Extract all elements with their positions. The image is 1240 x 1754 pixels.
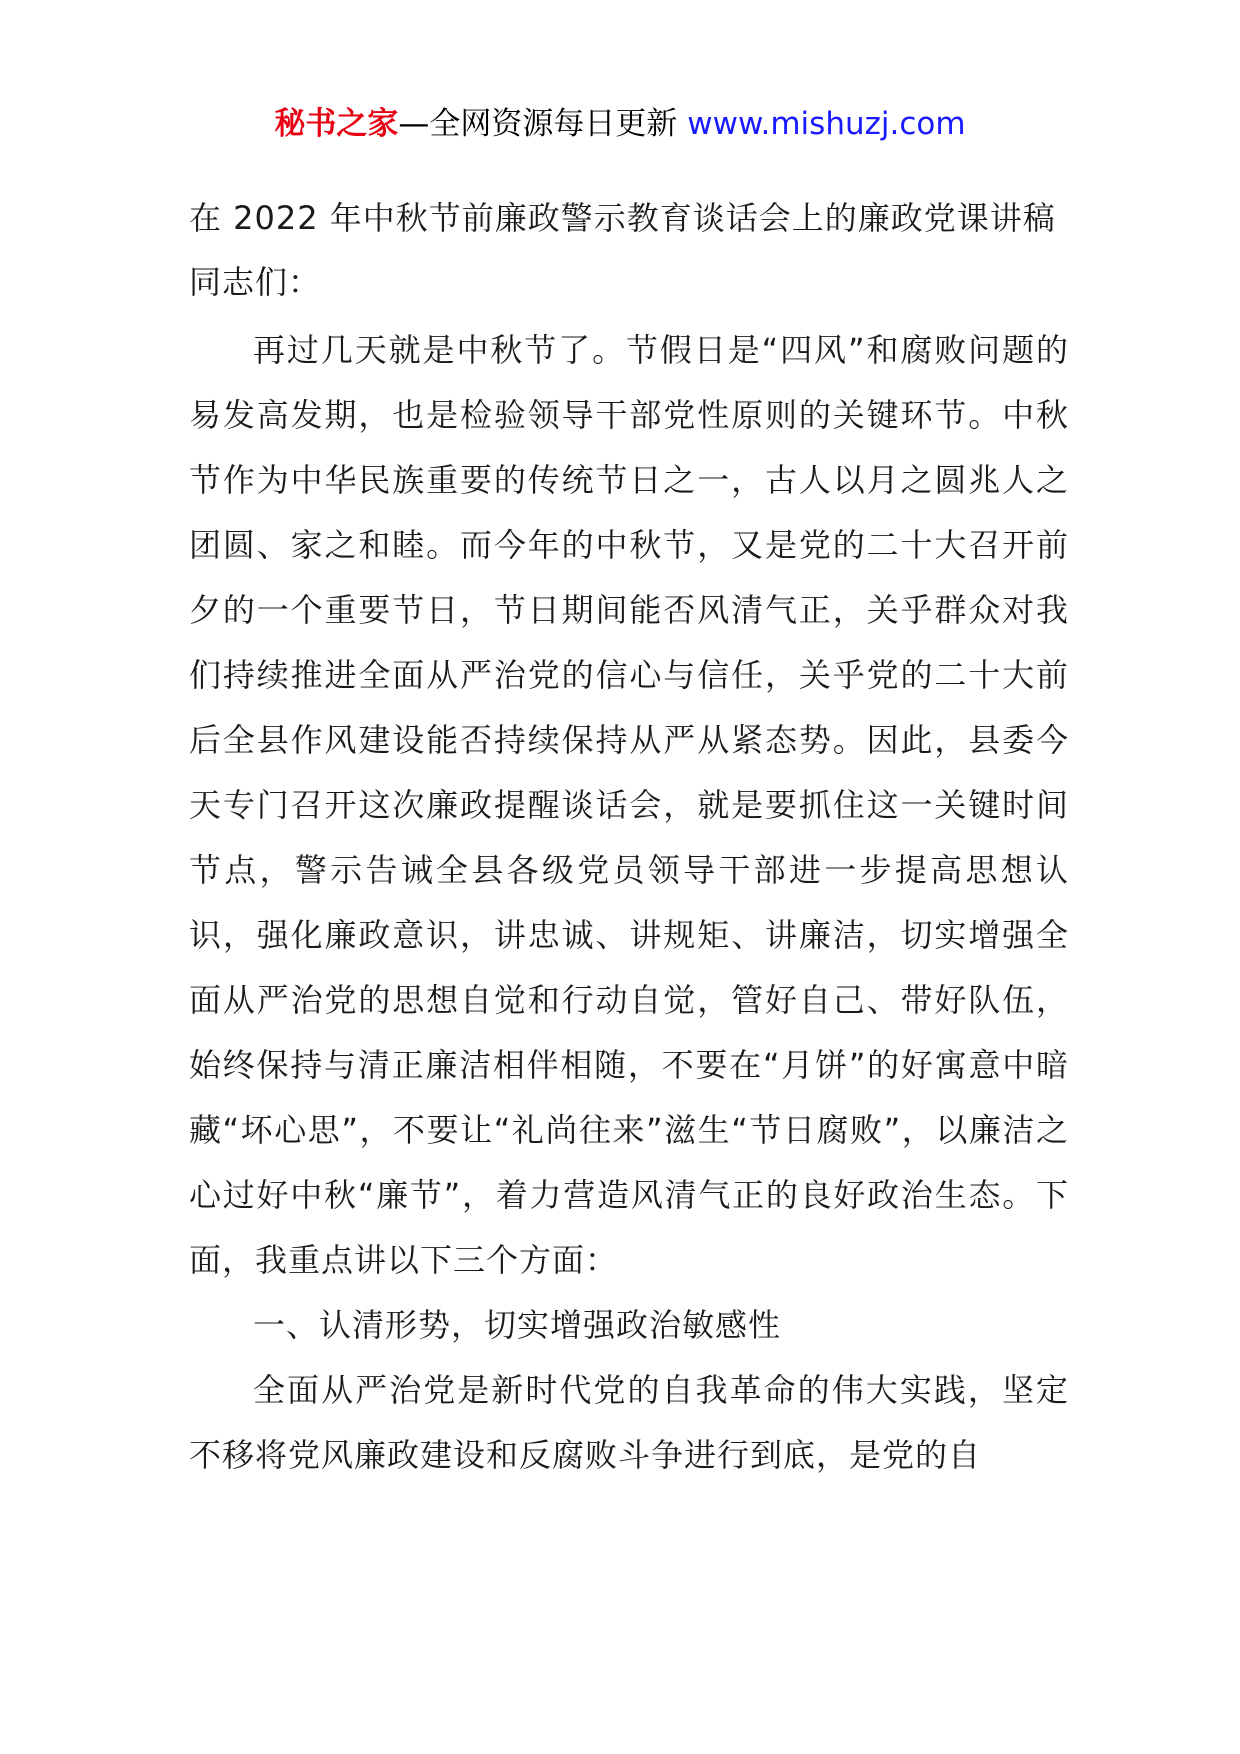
header-tagline: —全网资源每日更新 [398,106,678,142]
body-paragraph: 全面从严治党是新时代党的自我革命的伟大实践，坚定不移将党风廉政建设和反腐败斗争进行到底，是党的自 [189,1371,1069,1474]
document-body [189,196,1069,1488]
section-heading: 一、认清形势，切实增强政治敏感性 [253,1306,782,1344]
body-paragraph: 再过几天就是中秋节了。节假日是“四风”和腐败问题的易发高发期，也是检验领导干部党性原则的关键环节。中秋节作为中华民族重要的传统节日之一，古人以月之圆兆人之团圆、家之和睦。而今年的中秋节，又是党的二十大召开前夕的一个重要节日，节日期间能否风清气正，关乎群众对我们持续推进全面从严治党的信心与信任，关乎党的二十大前后全县作风建设能否持续保持从严从紧态势。因此，县委今天专门召开这次廉政提醒谈话会，就是要抓住这一关键时间节点，警示告诫全县各级党员领导干部进一步提高思想认识，强化廉政意识，讲忠诚、讲规矩、讲廉洁，切实增强全面从严治党的思想自觉和行动自觉，管好自己、带好队伍，始终保持与清正廉洁相伴相随，不要在“月饼”的好寓意中暗藏“坏心思”，不要让“礼尚往来”滋生“节日腐败”，以廉洁之心过好中秋“廉节”，着力营造风清气正的良好政治生态。下面，我重点讲以下三个方面： [189,331,1069,1279]
site-url-link[interactable]: www.mishuzj.com [687,106,966,142]
site-header [0,104,1240,144]
salutation: 同志们： [189,263,322,301]
brand-name: 秘书之家 [274,106,399,142]
document-title: 在 2022 年中秋节前廉政警示教育谈话会上的廉政党课讲稿 [189,199,1056,237]
